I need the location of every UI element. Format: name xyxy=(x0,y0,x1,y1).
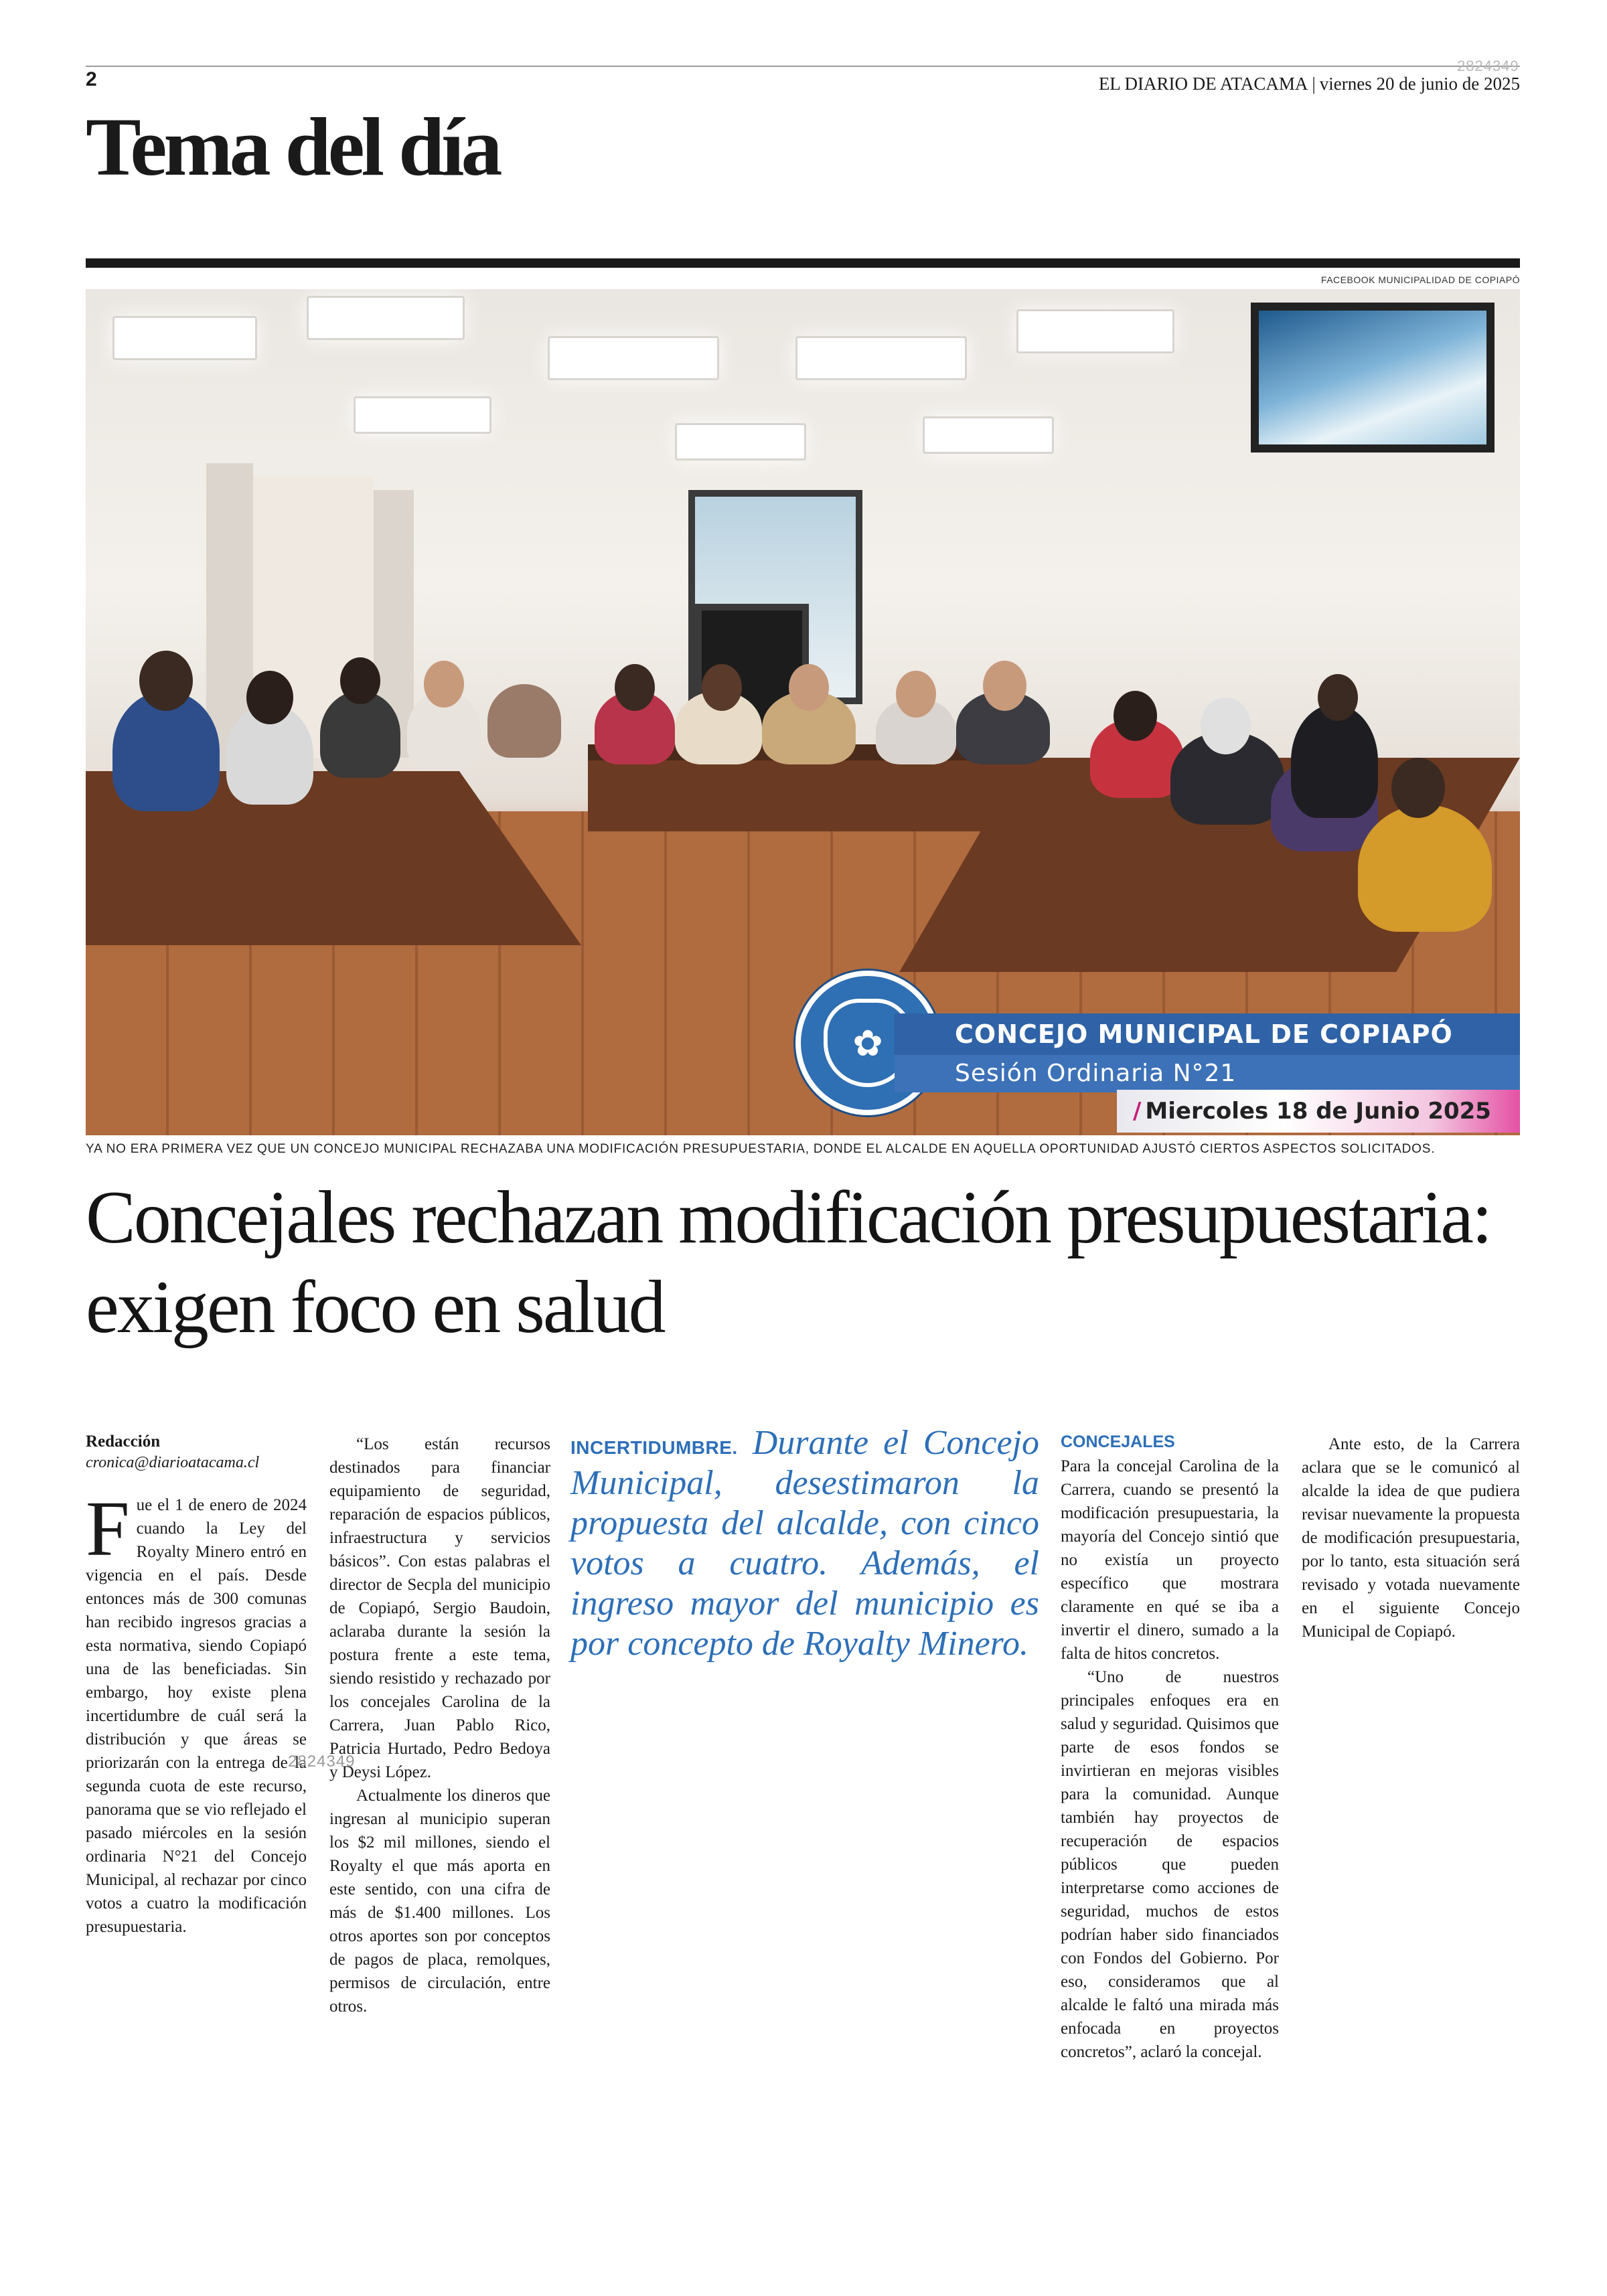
paragraph-3: Actualmente los dineros que ingresan al municipio superan los $2 mil millones, siendo el Royalty el que más aporta en este sentido, con una cifra de más de $1.400 millones. Los otros aportes son por conceptos de pagos de placa, remolques, permisos de circulación, entre otros. xyxy=(329,1787,550,2016)
banner-title: CONCEJO MUNICIPAL DE COPIAPÓ xyxy=(895,1013,1520,1055)
publication-line: EL DIARIO DE ATACAMA | viernes 20 de junio de 2025 xyxy=(1098,74,1520,94)
article-column-2 xyxy=(329,1432,550,2018)
page-number: 2 xyxy=(86,68,97,90)
banner-session: Sesión Ordinaria N°21 xyxy=(895,1055,1520,1092)
drop-cap: F xyxy=(86,1485,130,1572)
publication-name: EL DIARIO DE ATACAMA xyxy=(1098,74,1308,94)
paragraph-1-text: ue el 1 de enero de 2024 cuando la Ley del Royalty Minero entró en vigencia en el país. Desde entonces más de 300 comunas han recibido ingresos gracias a esta normativa, siendo Copiapó una de las beneficiadas. Sin embargo, hoy existe plena incertidumbre de cuál será la distribución y que áreas se priorizarán con la entrega de la segunda cuota de este recurso, panorama que se vio reflejado el pasado miércoles en la sesión ordinaria N°21 del Concejo Municipal, al rechazar por cinco votos a cuatro la modificación presupuestaria. xyxy=(86,1496,307,1936)
lead-block xyxy=(570,1423,1039,1664)
top-rule xyxy=(86,66,1520,67)
article-column-4 xyxy=(1061,1432,1279,2064)
paragraph-2: “Los están recursos destinados para financiar equipamiento de seguridad, reparación de espacios públicos, infraestructura y servicios básicos”. Con estas palabras el director de Secpla del municipio de Copiapó, Sergio Baudoin, aclaraba durante la sesión la postura frente a este tema, siendo resistido y rechazado por los concejales Carolina de la Carrera, Juan Pablo Rico, Patricia Hurtado, Pedro Bedoya y Deysi López. xyxy=(329,1435,550,1781)
municipality-logo: ✿ xyxy=(795,971,940,1115)
paragraph-6: Ante esto, de la Carrera aclara que se le comunicó al alcalde la idea de que pudiera revisar nuevamente la propuesta de modificación presupuestaria, por lo tanto, esta situación será revisado y votada nuevamente en el siguiente Concejo Municipal de Copiapó. xyxy=(1302,1435,1520,1641)
meeting-photo xyxy=(86,289,1520,1135)
photo-caption: YA NO ERA PRIMERA VEZ QUE UN CONCEJO MUNICIPAL RECHAZABA UNA MODIFICACIÓN PRESUPUESTARIA, DONDE EL ALCALDE EN AQUELLA OPORTUNIDAD AJUSTÓ CIERTOS ASPECTOS SOLICITADOS. xyxy=(86,1142,1436,1156)
banner-date-text: Miercoles 18 de Junio 2025 xyxy=(1145,1098,1491,1125)
lead-paragraph xyxy=(570,1423,1039,1664)
section-rule xyxy=(86,258,1520,268)
lead-label: INCERTIDUMBRE. xyxy=(570,1437,738,1458)
headline: Concejales rechazan modificación presupuestaria: exigen foco en salud xyxy=(86,1176,1491,1349)
section-title: Tema del día xyxy=(86,101,500,193)
ghost-id-watermark: 2824349 xyxy=(288,1752,356,1771)
photo-credit: FACEBOOK MUNICIPALIDAD DE COPIAPÓ xyxy=(1320,274,1520,285)
banner-date: / Miercoles 18 de Junio 2025 xyxy=(1117,1090,1520,1133)
paragraph-5: “Uno de nuestros principales enfoques era en salud y seguridad. Quisimos que parte de esos fondos se invirtieran en mejoras visibles para la comunidad. Aunque también hay proyectos de recuperación de espacios públicos que pueden interpretarse como acciones de seguridad, muchos de estos podrían haber sido financiados con Fondos del Gobierno. Por eso, consideramos que al alcalde le faltó una mirada más enfocada en proyectos concretos”, aclaró la concejal. xyxy=(1061,1668,1279,2061)
paragraph-4: Para la concejal Carolina de la Carrera, cuando se presentó la modificación presupuestaria, la mayoría del Concejo sintió que no existía un proyecto específico que mostrara claramente en qué se iba a invertir el dinero, sumado a la falta de hitos concretos. xyxy=(1061,1457,1279,1663)
ghost-id: 2824349 xyxy=(1457,58,1519,74)
article-column-1 xyxy=(86,1432,307,1939)
publication-date: viernes 20 de junio de 2025 xyxy=(1319,74,1520,94)
paragraph-1 xyxy=(86,1485,307,1939)
lead-text: Durante el Concejo Municipal, desestimaron la propuesta del alcalde, con cinco votos a cuatro. Además, el ingreso mayor del municipio es por concepto de Royalty Minero. xyxy=(570,1424,1039,1663)
article-column-5 xyxy=(1302,1432,1520,1643)
byline: Redacción xyxy=(86,1432,161,1451)
byline-email: cronica@diarioatacama.cl xyxy=(86,1454,260,1471)
subhead-concejales: CONCEJALES xyxy=(1061,1432,1175,1451)
